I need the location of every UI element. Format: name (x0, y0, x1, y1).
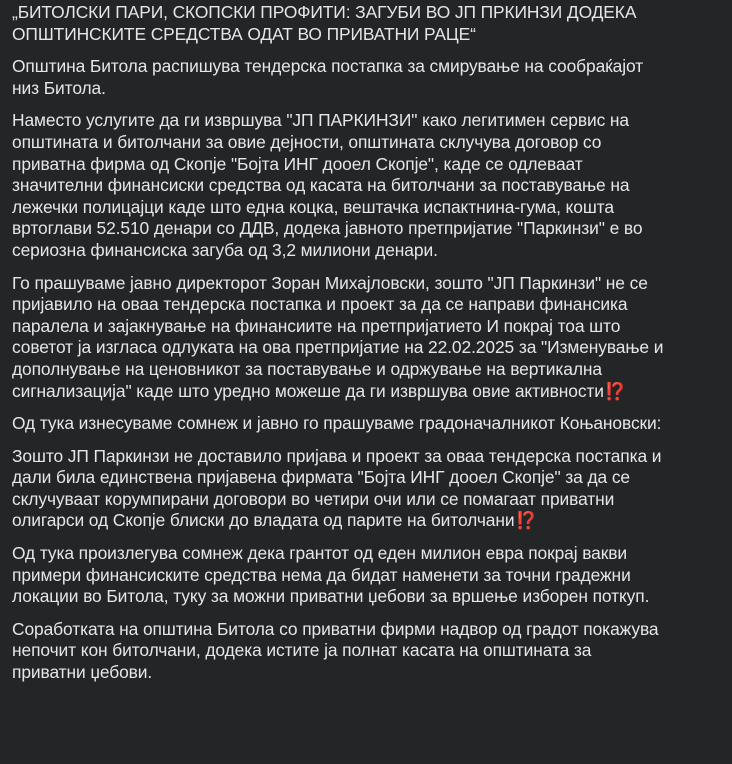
paragraph-text: „БИТОЛСКИ ПАРИ, СКОПСКИ ПРОФИТИ: ЗАГУБИ ВО ЈП ПРКИНЗИ ДОДЕКА ОПШТИНСКИТЕ СРЕДСТВА ОДАТ ВО ПРИВАТНИ РАЦЕ“ (12, 2, 637, 44)
post-paragraph (12, 413, 720, 435)
post-paragraph (12, 446, 720, 532)
post-paragraph (12, 56, 720, 99)
exclamation-question-icon: ⁉️ (515, 511, 534, 531)
paragraph-text: Од тука изнесуваме сомнеж и јавно го прашуваме градоначалникот Коњановски: (12, 413, 662, 434)
post-paragraph (12, 543, 720, 608)
paragraph-text: Соработката на општина Битола со приватни фирми надвор од градот покажува непочит кон битолчани, додека истите ја полнат касата на општината за приватни џебови. (12, 618, 659, 683)
post-paragraph (12, 273, 720, 403)
paragraph-text: Од тука произлегува сомнеж дека грантот од еден милион евра покрај вакви примери финансиските средства нема да бидат наменети за точни градежни локации во Битола, туку за можни приватни џебови за вршење изборен поткуп. (12, 543, 650, 607)
paragraph-text: Наместо услугите да ги извршува "ЈП ПАРКИНЗИ" како легитимен сервис на општината и битолчани за овие дејности, општината склучува договор со приватна фирма од Скопје "Бојта ИНГ дооел Скопје", каде се одлеваат значителни финансиски средства од касата на битолчани за поставување на лежечки полицајци каде што една коцка, вештачка испактнина-гума, кошта вртоглави 52.510 денари со ДДВ, додека јавното претпријатие "Паркинзи" е во сериозна финансиска загуба од 3,2 милиони денари. (12, 110, 643, 260)
paragraph-text: Општина Битола распишува тендерска постапка за смирување на сообраќајот низ Битола. (12, 56, 644, 98)
post-paragraph (12, 619, 720, 684)
post-paragraph (12, 110, 720, 261)
post-headline (12, 2, 720, 45)
paragraph-text: Го прашуваме јавно директорот Зоран Михајловски, зошто "ЈП Паркинзи" не се пријавило на оваа тендерска постапка и проект за да се направи финансика паралела и зајакнување на финансиите на претпријатието И покрај тоа што советот ја изгласа одлуката на ова претпријатие на 22.02.2025 за "Изменување и дополнување на ценовникот за поставување и одржување на вертикална сигнализација" каде што уредно можеше да ги извршува овие активности (12, 272, 664, 401)
exclamation-question-icon: ⁉️ (604, 381, 624, 401)
paragraph-text: Зошто ЈП Паркинзи не доставило пријава и проект за оваа тендерска постапка и дали била единствена пријавена фирмата "Бојта ИНГ дооел Скопје" за да се склучуваат корумпирани договори во четири очи или се помагаат приватни олигарси од Скопје блиски до владата од парите на битолчани (12, 445, 662, 531)
